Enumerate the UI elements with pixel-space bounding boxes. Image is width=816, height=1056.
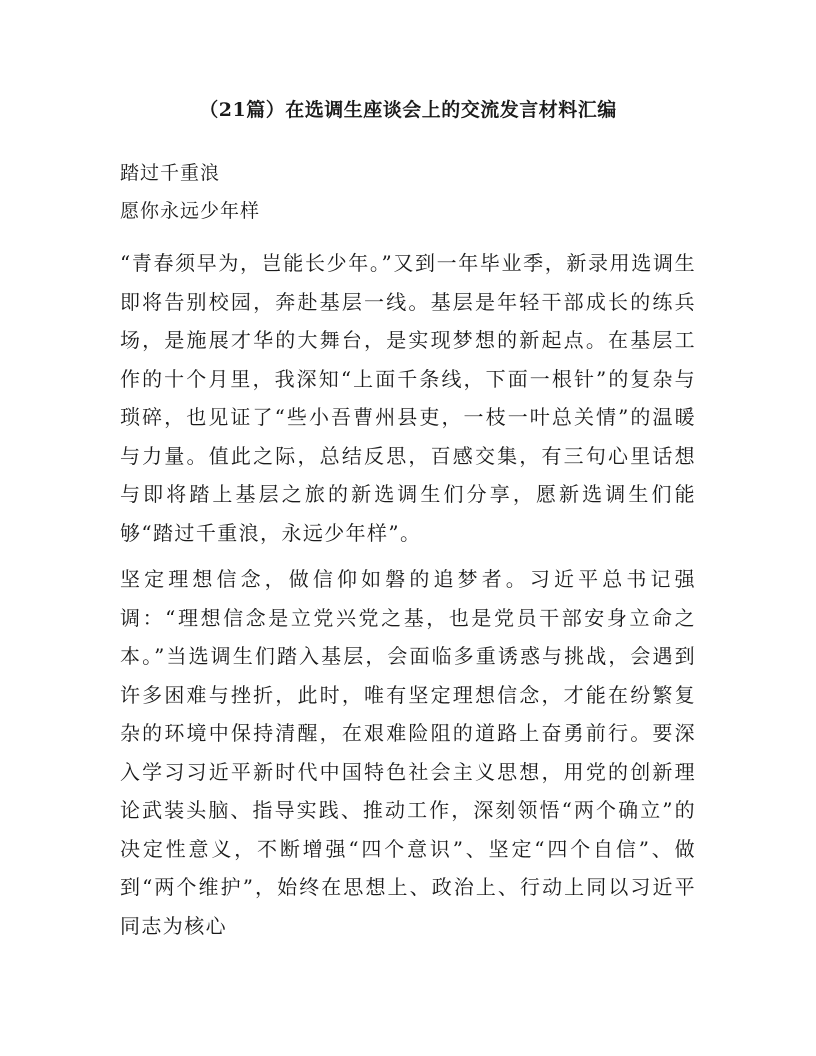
subtitle-line-1: 踏过千重浪 bbox=[120, 162, 221, 184]
spacer bbox=[120, 552, 696, 560]
spacer bbox=[120, 230, 696, 244]
document-title: （21篇）在选调生座谈会上的交流发言材料汇编 bbox=[199, 99, 617, 121]
subtitle-line-2: 愿你永远少年样 bbox=[120, 200, 261, 222]
body-paragraph-1: “青春须早为，岂能长少年。”又到一年毕业季，新录用选调生即将告别校园，奔赴基层一线。基层是年轻干部成长的练兵场，是施展才华的大舞台，是实现梦想的新起点。在基层工作的十个月里，我深知“上面千条线，下面一根针”的复杂与琐碎，也见证了“些小吾曹州县吏，一枝一叶总关情”的温暖与力量。值此之际，总结反思，百感交集，有三句心里话想与即将踏上基层之旅的新选调生们分享，愿新选调生们能够“踏过千重浪，永远少年样”。 bbox=[120, 251, 696, 545]
body-paragraph-2: 坚定理想信念，做信仰如磐的追梦者。习近平总书记强调：“理想信念是立党兴党之基，也是党员干部安身立命之本。”当选调生们踏入基层，会面临多重诱惑与挑战，会遇到许多困难与挫折，此时，唯有坚定理想信念，才能在纷繁复杂的环境中保持清醒，在艰难险阻的道路上奋勇前行。要深入学习习近平新时代中国特色社会主义思想，用党的创新理论武装头脑、指导实践、推动工作，深刻领悟“两个确立”的决定性意义，不断增强“四个意识”、坚定“四个自信”、做到“两个维护”，始终在思想上、政治上、行动上同以习近平同志为核心 bbox=[120, 567, 696, 938]
